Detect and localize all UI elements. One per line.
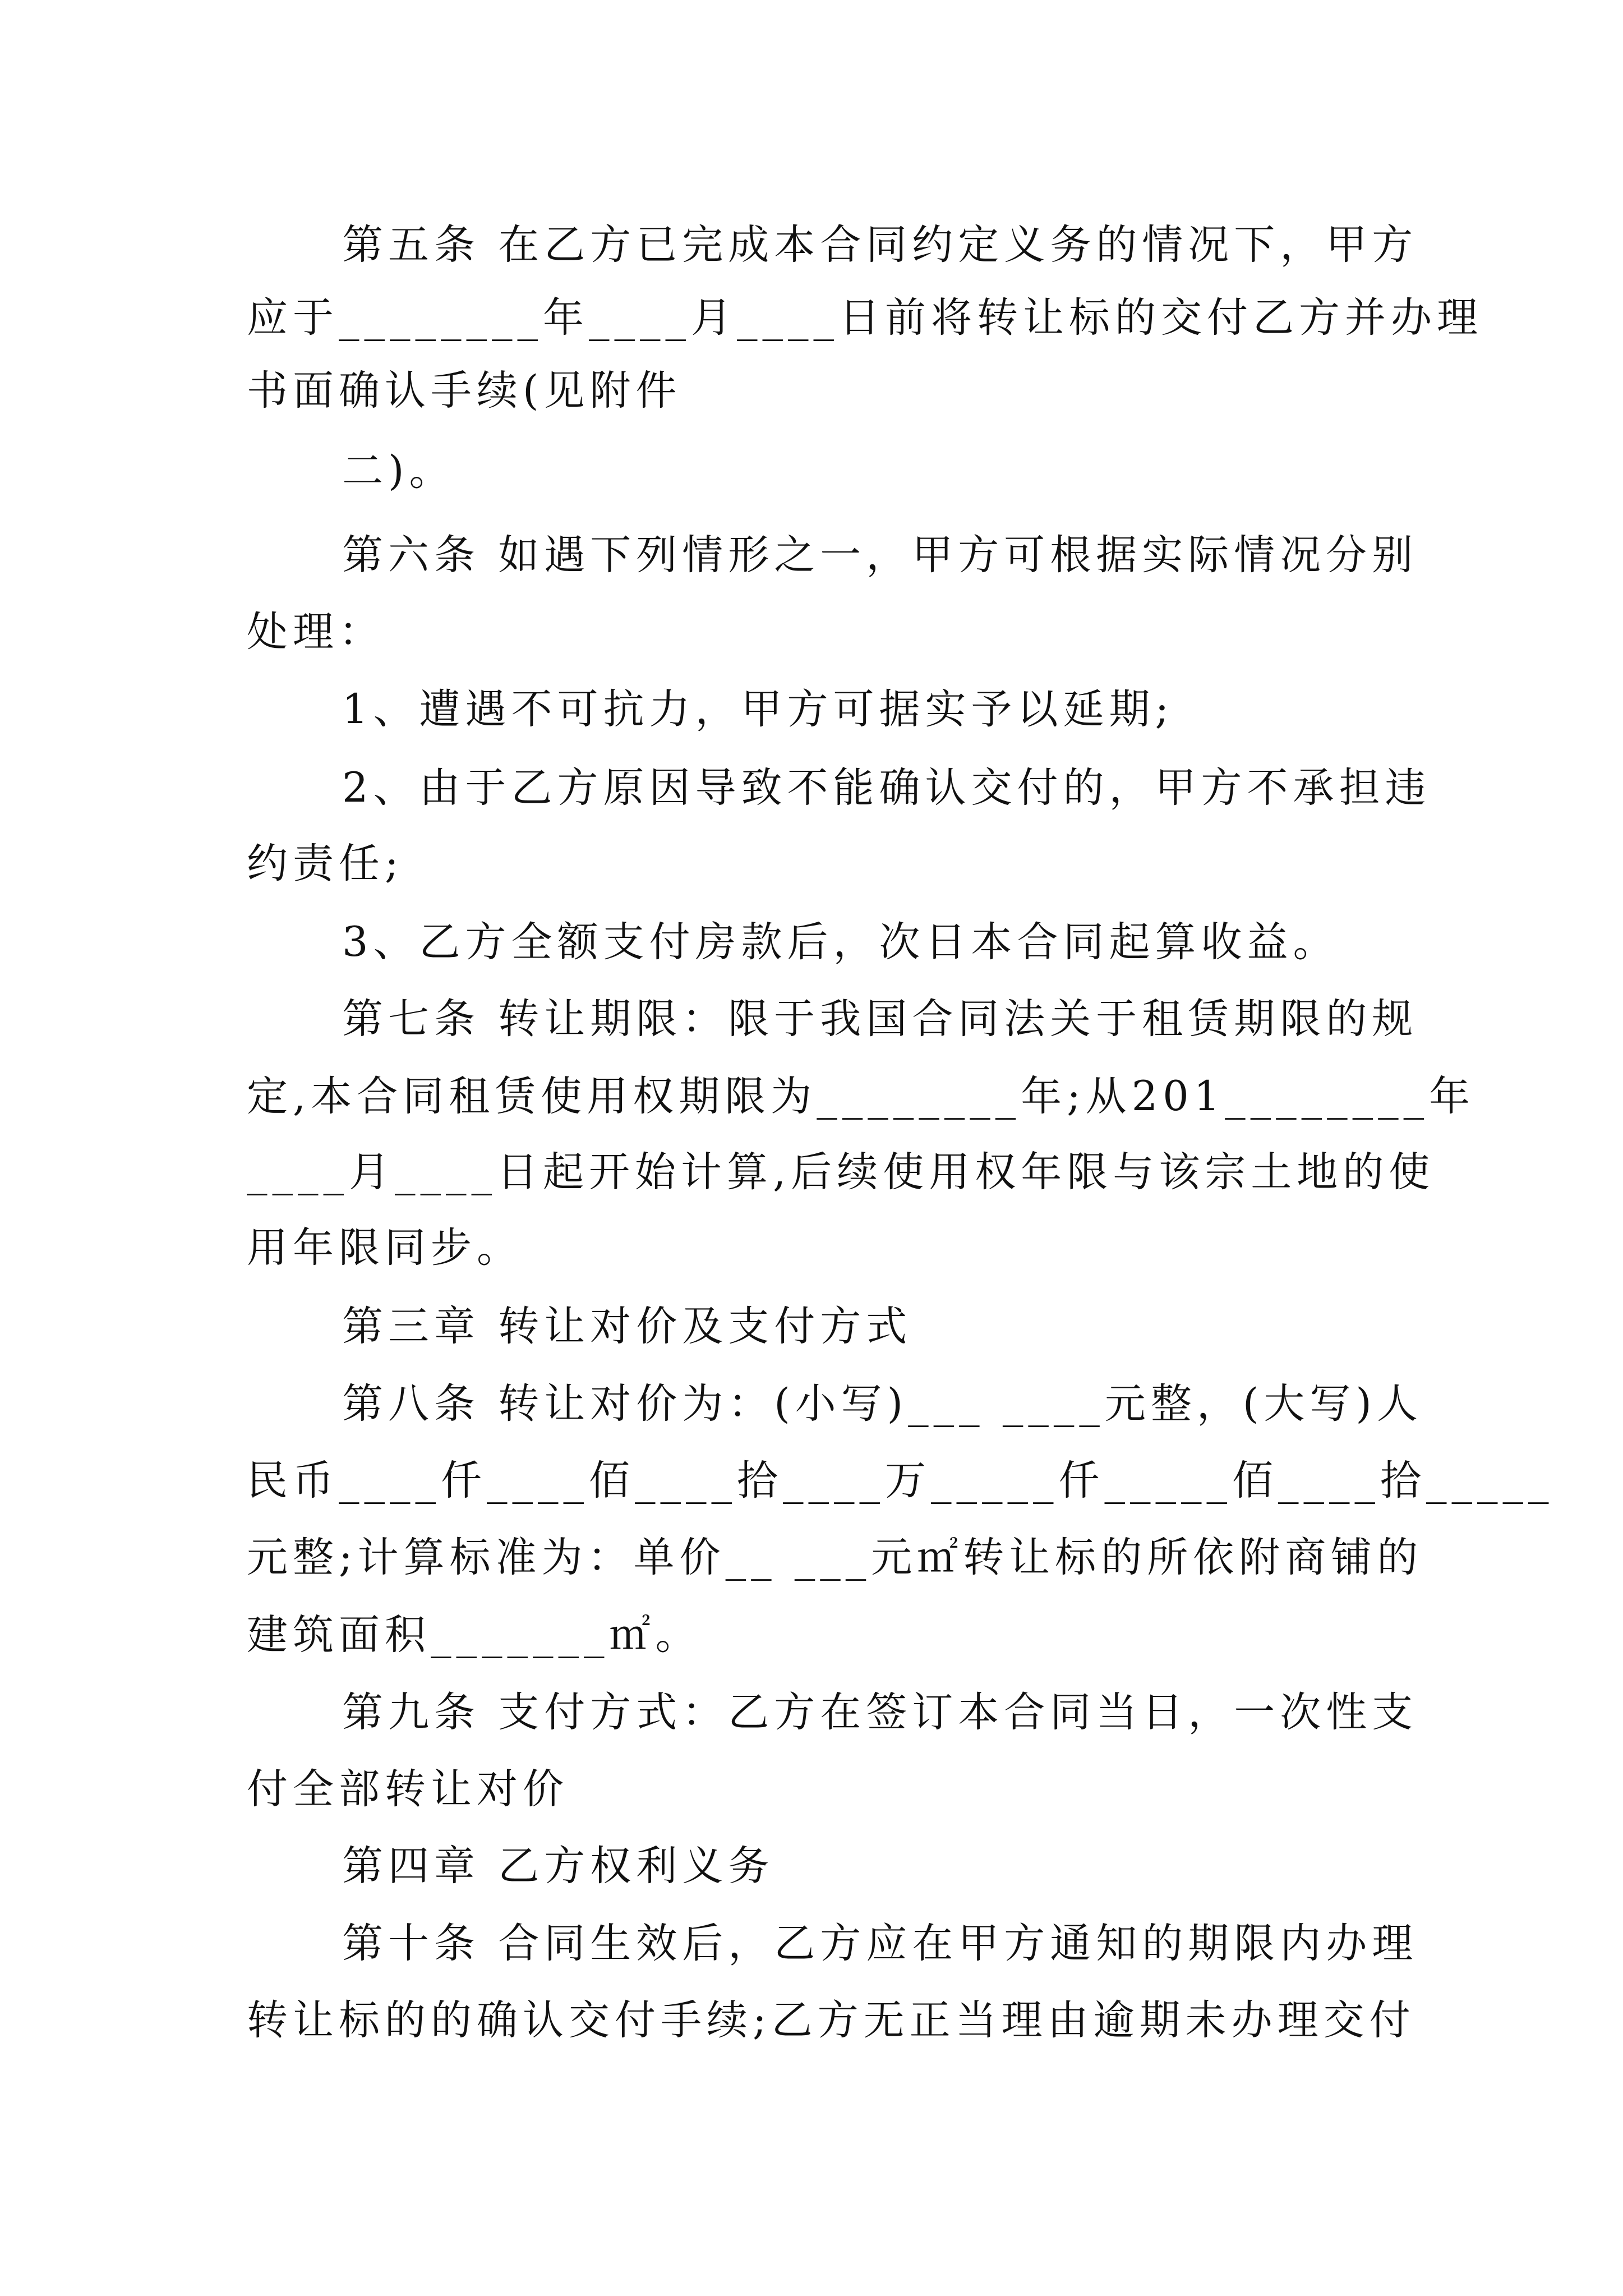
text-line: 第八条 转让对价为：(小写)___ ____元整，(大写)人 <box>342 1380 1423 1428</box>
text-line: 2、由于乙方原因导致不能确认交付的，甲方不承担违 <box>342 764 1431 812</box>
section-heading: 第四章 乙方权利义务 <box>342 1842 774 1890</box>
text-line: 二)。 <box>342 447 455 495</box>
text-line: 民币____仟____佰____拾____万_____仟_____佰____拾_____ <box>247 1457 1554 1504</box>
text-line: 处理： <box>247 608 385 656</box>
text-line: 用年限同步。 <box>247 1224 523 1272</box>
text-line: 3、乙方全额支付房款后，次日本合同起算收益。 <box>342 918 1339 966</box>
text-line: 第九条 支付方式：乙方在签订本合同当日，一次性支 <box>342 1688 1418 1736</box>
text-line: 第七条 转让期限：限于我国合同法关于租赁期限的规 <box>342 995 1418 1043</box>
text-line: 第十条 合同生效后，乙方应在甲方通知的期限内办理 <box>342 1920 1418 1967</box>
text-line: 约责任; <box>247 840 404 887</box>
text-line: 建筑面积_______㎡。 <box>247 1611 702 1659</box>
text-line: 付全部转让对价 <box>247 1765 569 1813</box>
text-line: ____月____日起开始计算,后续使用权年限与该宗土地的使 <box>247 1148 1435 1196</box>
text-line: 第五条 在乙方已完成本合同约定义务的情况下，甲方 <box>342 221 1418 269</box>
text-line: 元整;计算标准为：单价__ ___元㎡转让标的所依附商铺的 <box>247 1534 1423 1581</box>
text-line: 定,本合同租赁使用权期限为________年;从201________年 <box>247 1073 1476 1120</box>
text-line: 书面确认手续(见附件 <box>247 367 682 415</box>
text-line: 第六条 如遇下列情形之一，甲方可根据实际情况分别 <box>342 531 1418 579</box>
section-heading: 第三章 转让对价及支付方式 <box>342 1303 912 1350</box>
text-line: 转让标的的确认交付手续;乙方无正当理由逾期未办理交付 <box>247 1996 1415 2044</box>
text-line: 1、遭遇不可抗力，甲方可据实予以延期; <box>342 685 1174 733</box>
text-line: 应于________年____月____日前将转让标的交付乙方并办理 <box>247 294 1483 342</box>
